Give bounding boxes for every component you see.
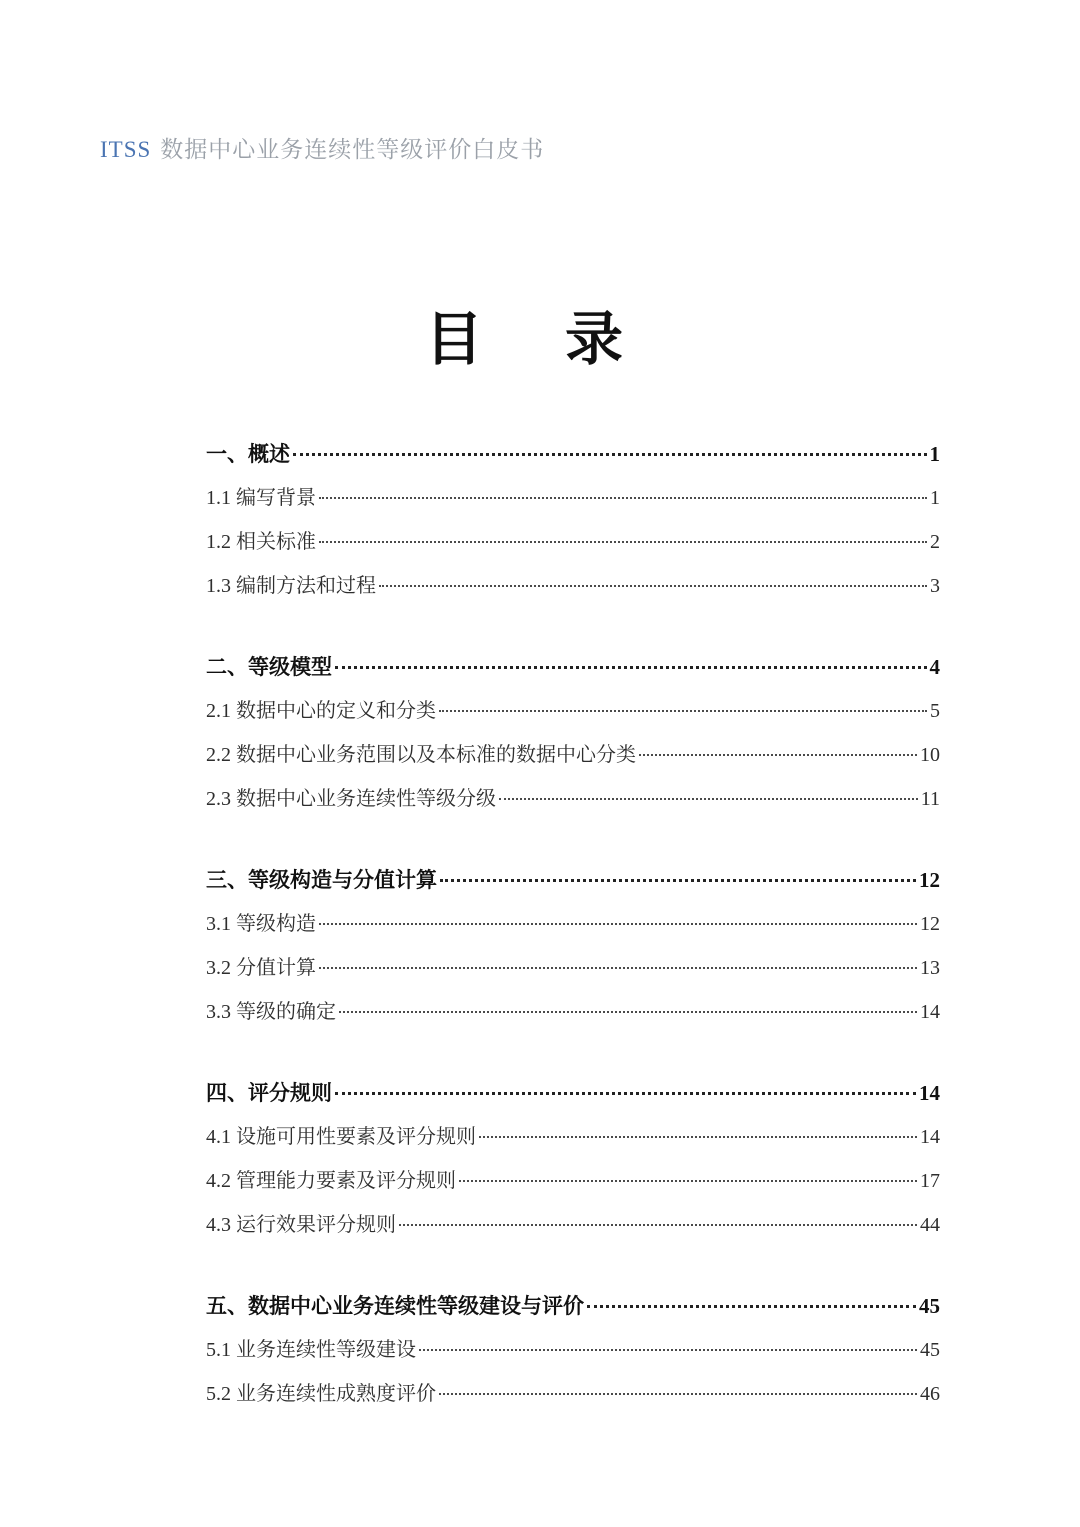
table-of-contents: [206, 432, 940, 1416]
toc-entry-label: 5.1 业务连续性等级建设: [206, 1339, 416, 1361]
toc-section-heading: [206, 645, 940, 689]
toc-entry-label: 2.3 数据中心业务连续性等级分级: [206, 788, 496, 810]
toc-section-heading: [206, 858, 940, 902]
toc-entry-label: 4.1 设施可用性要素及评分规则: [206, 1126, 476, 1148]
toc-title: 目 录: [424, 307, 635, 372]
itss-brand-text: ITSS: [100, 137, 152, 162]
toc-entry-page: 14: [920, 1126, 940, 1148]
toc-entry-page: 14: [919, 1081, 940, 1105]
toc-entry-page: 46: [920, 1383, 940, 1405]
toc-entry-label: 3.1 等级构造: [206, 913, 316, 935]
leader-dots: [335, 1092, 916, 1095]
toc-entry-page: 5: [930, 700, 940, 722]
toc-section-heading: [206, 432, 940, 476]
leader-dots: [587, 1305, 916, 1308]
toc-entry: [206, 777, 940, 821]
leader-dots: [419, 1349, 917, 1351]
toc-entry-label: 3.2 分值计算: [206, 957, 316, 979]
leader-dots: [399, 1224, 917, 1226]
toc-entry-label: 3.3 等级的确定: [206, 1001, 336, 1023]
toc-section-2: [206, 645, 940, 821]
toc-entry: [206, 1372, 940, 1416]
leader-dots: [293, 453, 927, 456]
toc-entry: [206, 1159, 940, 1203]
toc-entry-page: 12: [919, 868, 940, 892]
toc-entry-page: 11: [920, 788, 940, 810]
toc-entry: [206, 520, 940, 564]
leader-dots: [319, 497, 927, 499]
leader-dots: [459, 1180, 917, 1182]
toc-entry-page: 45: [920, 1339, 940, 1361]
toc-entry-page: 2: [930, 531, 940, 553]
toc-entry-page: 10: [920, 744, 940, 766]
toc-entry-page: 17: [920, 1170, 940, 1192]
toc-section-3: [206, 858, 940, 1034]
toc-section-4: [206, 1071, 940, 1247]
toc-entry-label: 2.1 数据中心的定义和分类: [206, 700, 436, 722]
toc-entry-label: 1.1 编写背景: [206, 487, 316, 509]
toc-entry-label: 一、概述: [206, 442, 290, 466]
toc-entry: [206, 1328, 940, 1372]
toc-entry-page: 1: [930, 487, 940, 509]
toc-entry: [206, 733, 940, 777]
toc-entry: [206, 1115, 940, 1159]
toc-entry-label: 1.2 相关标准: [206, 531, 316, 553]
toc-entry-page: 3: [930, 575, 940, 597]
toc-entry-label: 1.3 编制方法和过程: [206, 575, 376, 597]
toc-entry: [206, 476, 940, 520]
toc-entry-page: 13: [920, 957, 940, 979]
toc-entry: [206, 990, 940, 1034]
leader-dots: [379, 585, 927, 587]
toc-section-5: [206, 1284, 940, 1416]
toc-entry-page: 4: [929, 655, 940, 679]
leader-dots: [335, 666, 927, 669]
toc-entry-label: 三、等级构造与分值计算: [206, 868, 437, 892]
leader-dots: [439, 1393, 917, 1395]
toc-entry-page: 14: [920, 1001, 940, 1023]
toc-entry-label: 5.2 业务连续性成熟度评价: [206, 1383, 436, 1405]
leader-dots: [439, 710, 927, 712]
toc-entry-label: 4.2 管理能力要素及评分规则: [206, 1170, 456, 1192]
toc-section-heading: [206, 1071, 940, 1115]
toc-entry-label: 四、评分规则: [206, 1081, 332, 1105]
toc-entry: [206, 1203, 940, 1247]
leader-dots: [479, 1136, 917, 1138]
leader-dots: [319, 967, 917, 969]
leader-dots: [319, 923, 917, 925]
toc-section-heading: [206, 1284, 940, 1328]
toc-section-1: [206, 432, 940, 608]
leader-dots: [499, 798, 918, 800]
toc-entry-page: 12: [920, 913, 940, 935]
document-title-text: 数据中心业务连续性等级评价白皮书: [160, 137, 545, 162]
toc-entry-label: 二、等级模型: [206, 655, 332, 679]
running-header: [100, 131, 544, 164]
toc-entry: [206, 564, 940, 608]
toc-entry: [206, 946, 940, 990]
leader-dots: [440, 879, 916, 882]
toc-entry-label: 4.3 运行效果评分规则: [206, 1214, 396, 1236]
toc-entry: [206, 902, 940, 946]
toc-entry-page: 1: [929, 442, 940, 466]
toc-entry-label: 2.2 数据中心业务范围以及本标准的数据中心分类: [206, 744, 636, 766]
leader-dots: [319, 541, 927, 543]
toc-entry-page: 45: [919, 1294, 940, 1318]
leader-dots: [639, 754, 917, 756]
toc-entry-label: 五、数据中心业务连续性等级建设与评价: [206, 1294, 584, 1318]
toc-entry-page: 44: [920, 1214, 940, 1236]
toc-entry: [206, 689, 940, 733]
leader-dots: [339, 1011, 917, 1013]
